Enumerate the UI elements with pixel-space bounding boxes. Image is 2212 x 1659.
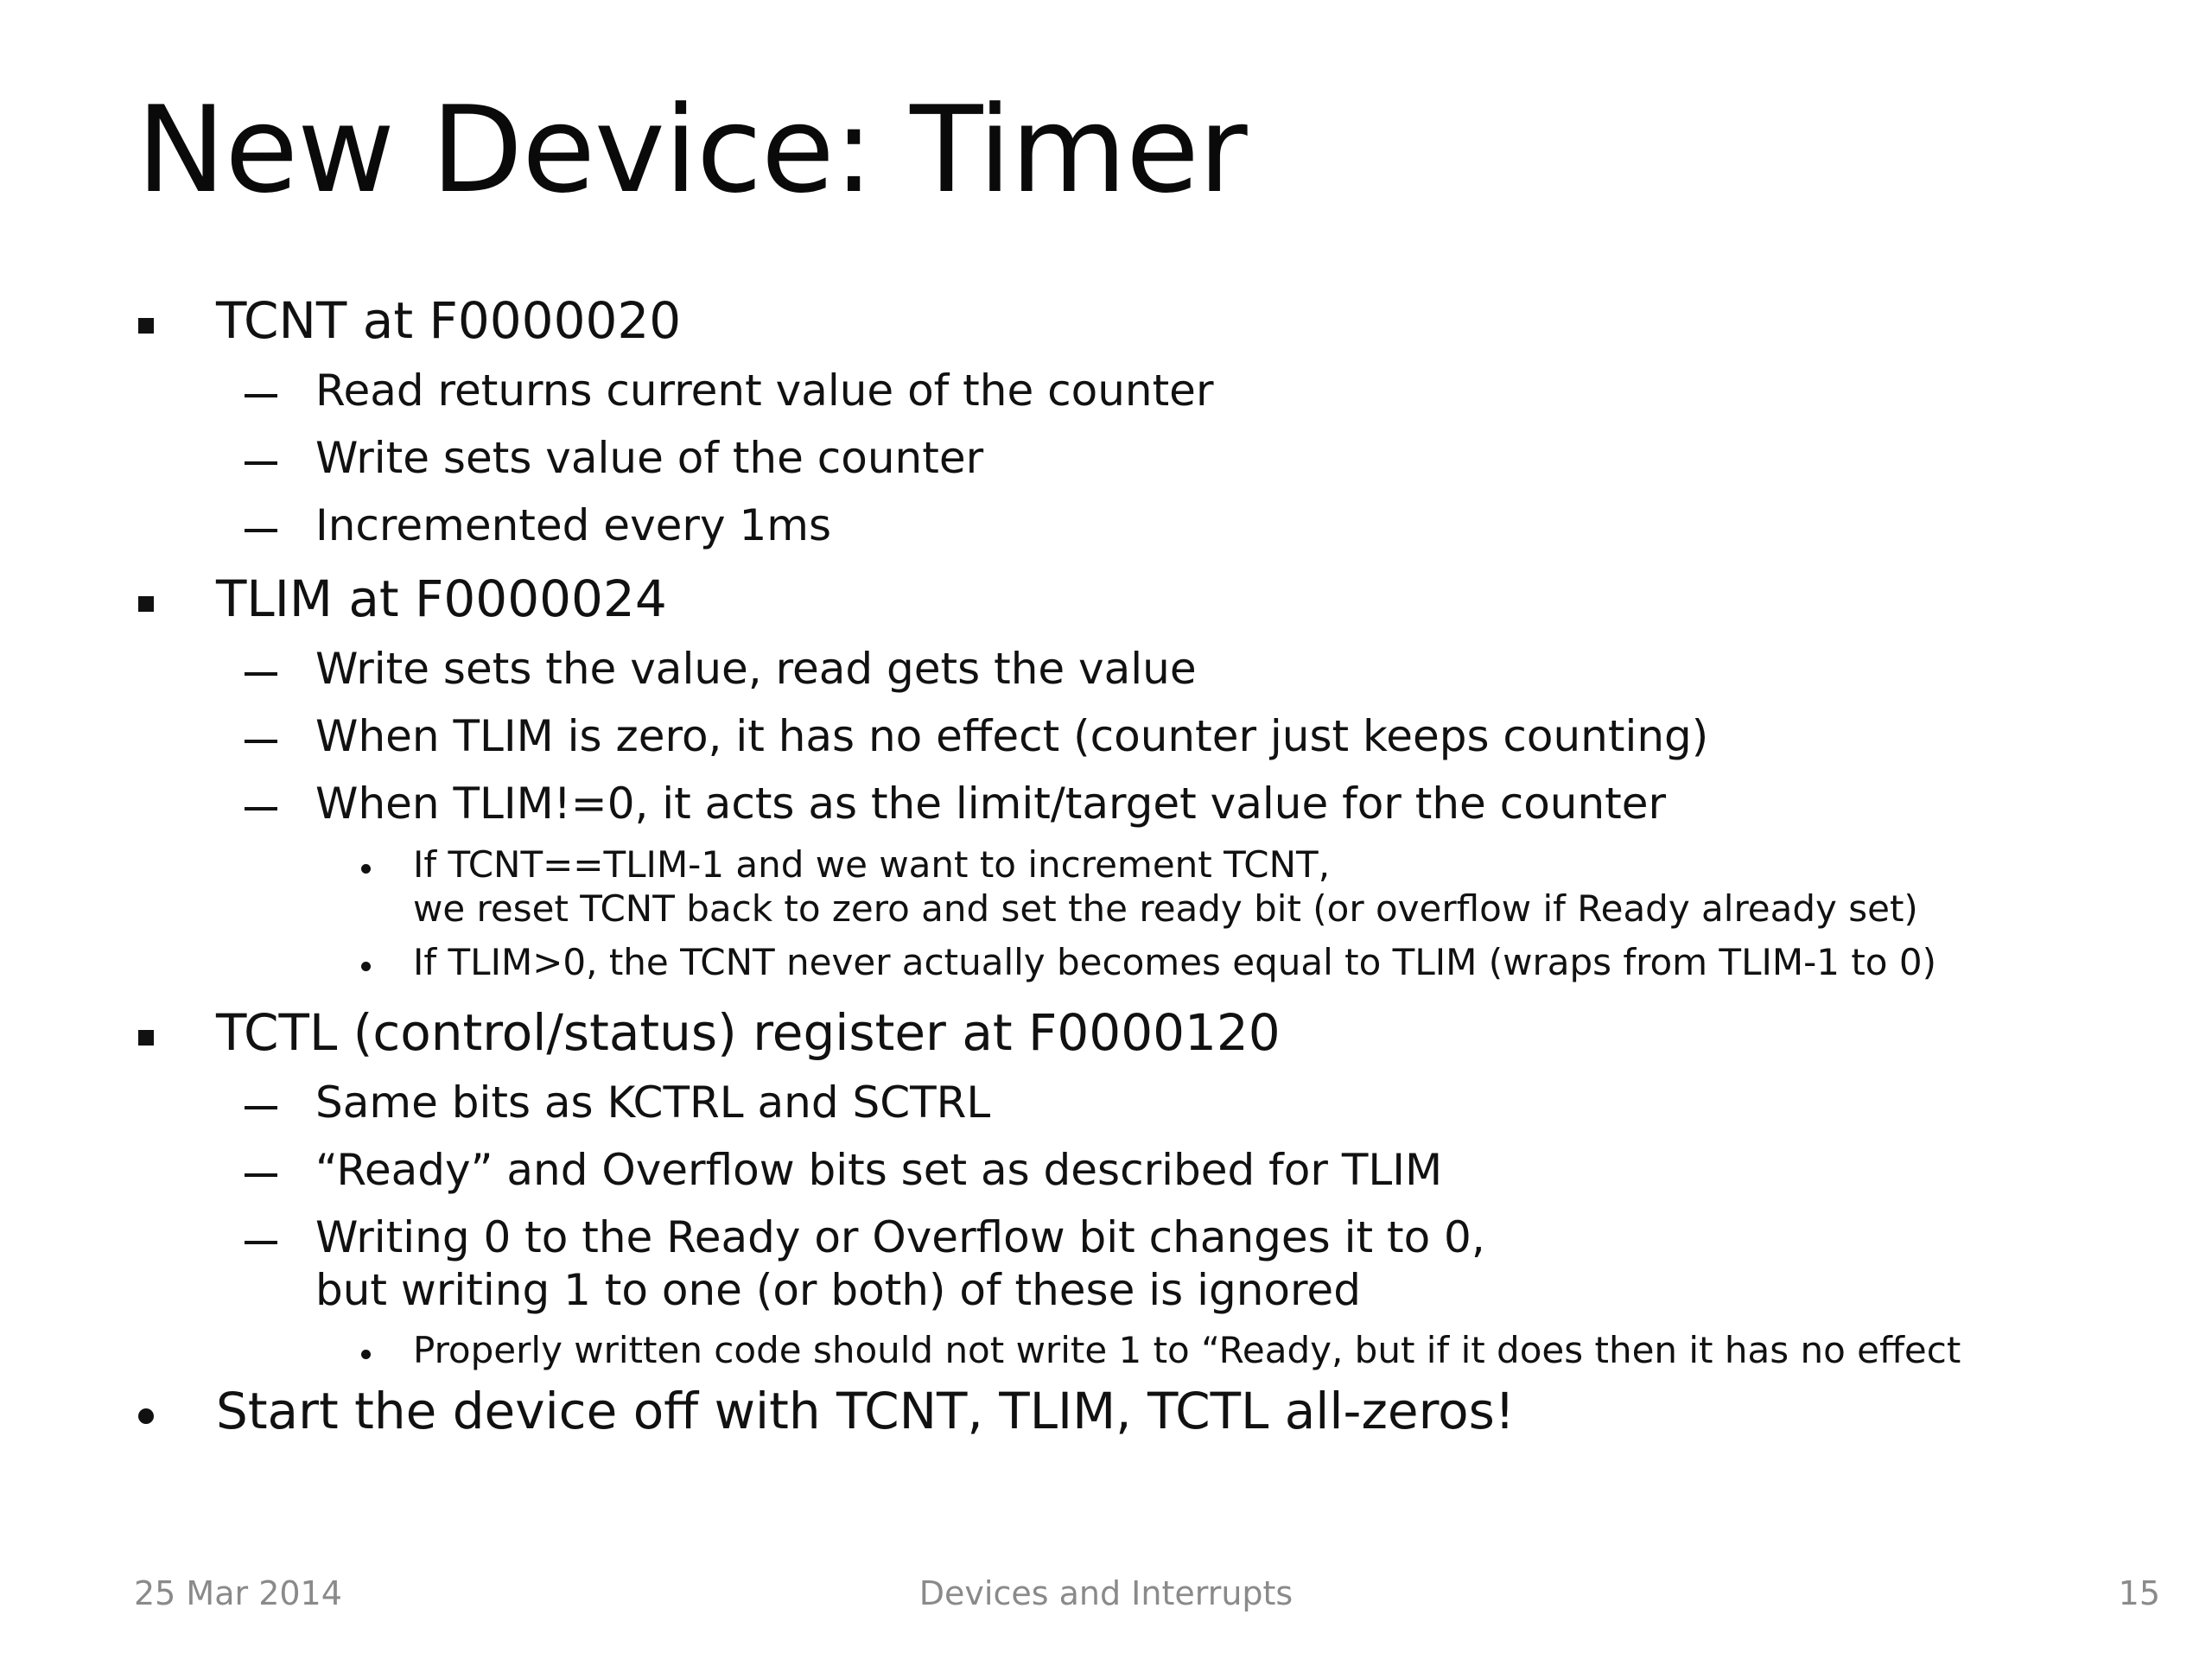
- bullet-item: Properly written code should not write 1 to “Ready, but if it does then it has no effect: [413, 1329, 1961, 1371]
- bullet-item: When TLIM!=0, it acts as the limit/target value for the counter: [315, 779, 1667, 829]
- round-bullet-icon: [138, 1408, 154, 1424]
- dot-bullet-icon: [361, 962, 371, 971]
- bullet-item: Write sets the value, read gets the value: [315, 644, 1197, 694]
- dash-bullet-icon: [245, 461, 277, 465]
- bullet-item: When TLIM is zero, it has no effect (counter just keeps counting): [315, 711, 1709, 761]
- square-bullet-icon: [138, 596, 154, 612]
- dash-bullet-icon: [245, 740, 277, 743]
- bullet-item: “Ready” and Overflow bits set as described for TLIM: [315, 1145, 1443, 1195]
- bullet-item: Read returns current value of the counter: [315, 365, 1214, 416]
- bullet-item: If TLIM>0, the TCNT never actually becomes equal to TLIM (wraps from TLIM-1 to 0): [413, 941, 1936, 983]
- dash-bullet-icon: [245, 1241, 277, 1244]
- dash-bullet-icon: [245, 1173, 277, 1177]
- bullet-item: If TCNT==TLIM-1 and we want to increment TCNT,: [413, 843, 1331, 886]
- footer-date: 25 Mar 2014: [134, 1574, 342, 1612]
- bullet-item: Writing 0 to the Ready or Overflow bit changes it to 0,: [315, 1212, 1485, 1262]
- dash-bullet-icon: [245, 529, 277, 532]
- footer-title: Devices and Interrupts: [918, 1574, 1294, 1612]
- bullet-item: Same bits as KCTRL and SCTRL: [315, 1077, 991, 1128]
- bullet-item-continuation: we reset TCNT back to zero and set the ready bit (or overflow if Ready already set): [413, 887, 1918, 930]
- dot-bullet-icon: [361, 1350, 371, 1359]
- bullet-item: TCNT at F0000020: [216, 291, 682, 350]
- bullet-item-continuation: but writing 1 to one (or both) of these is ignored: [315, 1265, 1361, 1315]
- bullet-item: Write sets value of the counter: [315, 433, 984, 483]
- bullet-item: Incremented every 1ms: [315, 500, 832, 550]
- square-bullet-icon: [138, 318, 154, 334]
- square-bullet-icon: [138, 1030, 154, 1046]
- dot-bullet-icon: [361, 864, 371, 874]
- slide-title: New Device: Timer: [137, 80, 1247, 219]
- bullet-item: TCTL (control/status) register at F0000120: [216, 1003, 1281, 1062]
- dash-bullet-icon: [245, 807, 277, 810]
- bullet-item: TLIM at F0000024: [216, 569, 667, 628]
- dash-bullet-icon: [245, 394, 277, 397]
- slide-number: 15: [2118, 1574, 2160, 1612]
- dash-bullet-icon: [245, 672, 277, 676]
- bullet-item: Start the device off with TCNT, TLIM, TCTL all-zeros!: [216, 1382, 1516, 1440]
- dash-bullet-icon: [245, 1106, 277, 1109]
